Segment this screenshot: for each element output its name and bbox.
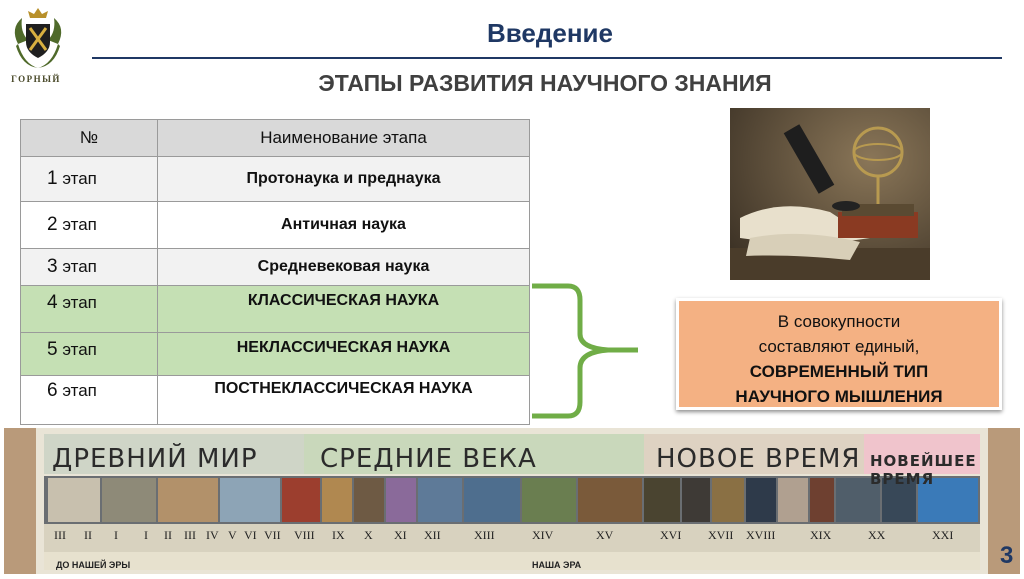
era-label: НОВЕЙШЕЕ ВРЕМЯ	[870, 452, 977, 488]
century-label: I	[144, 528, 148, 542]
century-label: XXI	[932, 528, 954, 542]
century-label: XIV	[532, 528, 554, 542]
century-label: XI	[394, 528, 407, 542]
table-header-row	[21, 120, 530, 157]
stage-name: Протонаука и преднаука	[158, 157, 530, 202]
century-label: II	[84, 528, 92, 542]
stage-name: ПОСТНЕКЛАССИЧЕСКАЯ НАУКА	[158, 376, 530, 425]
column-header-number: №	[21, 120, 158, 157]
callout-line-bold: СОВРЕМЕННЫЙ ТИП	[749, 362, 929, 381]
table-row	[21, 286, 530, 333]
era-label: СРЕДНИЕ ВЕКА	[320, 444, 537, 474]
century-label: V	[228, 528, 237, 542]
callout-line: В совокупности	[777, 312, 901, 331]
stage-number: 6 этап	[21, 376, 158, 425]
stage-name: НЕКЛАССИЧЕСКАЯ НАУКА	[158, 333, 530, 376]
century-label: XVII	[708, 528, 734, 542]
ce-label: НАША ЭРА	[532, 560, 582, 570]
bce-label: ДО НАШЕЙ ЭРЫ	[56, 560, 131, 570]
stage-number: 2 этап	[21, 202, 158, 249]
table-row	[21, 333, 530, 376]
century-label: VII	[264, 528, 281, 542]
stages-table	[20, 119, 530, 425]
century-label: XX	[868, 528, 886, 542]
century-label: XVIII	[746, 528, 776, 542]
curly-brace-icon	[528, 282, 640, 420]
table-row	[21, 202, 530, 249]
century-label: IX	[332, 528, 345, 542]
logo-text: ГОРНЫЙ	[11, 74, 61, 84]
era-label: ДРЕВНИЙ МИР	[52, 444, 258, 474]
column-header-name: Наименование этапа	[158, 120, 530, 157]
title-divider	[92, 57, 1002, 59]
century-label: XVI	[660, 528, 682, 542]
callout-line: составляют единый,	[758, 337, 920, 356]
century-label: IV	[206, 528, 219, 542]
table-row	[21, 376, 530, 425]
page-subtitle: ЭТАПЫ РАЗВИТИЯ НАУЧНОГО ЗНАНИЯ	[318, 70, 772, 96]
century-label: III	[184, 528, 196, 542]
century-label: XIX	[810, 528, 832, 542]
century-label: XII	[424, 528, 441, 542]
century-label: II	[164, 528, 172, 542]
still-life-image	[730, 108, 930, 280]
stage-number: 5 этап	[21, 333, 158, 376]
summary-callout	[676, 298, 1002, 410]
table-row	[21, 249, 530, 286]
stage-number: 1 этап	[21, 157, 158, 202]
century-label: XIII	[474, 528, 495, 542]
century-label: III	[54, 528, 66, 542]
stage-name: Средневековая наука	[158, 249, 530, 286]
century-label: VI	[244, 528, 257, 542]
history-timeline	[4, 428, 1020, 574]
century-label: XV	[596, 528, 614, 542]
stage-number: 4 этап	[21, 286, 158, 333]
stage-number: 3 этап	[21, 249, 158, 286]
century-label: I	[114, 528, 118, 542]
page-title: Введение	[487, 18, 613, 48]
century-label: VIII	[294, 528, 315, 542]
century-label: X	[364, 528, 373, 542]
stage-name: Античная наука	[158, 202, 530, 249]
callout-line-bold: НАУЧНОГО МЫШЛЕНИЯ	[735, 387, 943, 406]
era-label: НОВОЕ ВРЕМЯ	[656, 444, 861, 474]
page-number: 3	[1000, 542, 1014, 569]
table-row	[21, 157, 530, 202]
stage-name: КЛАССИЧЕСКАЯ НАУКА	[158, 286, 530, 333]
